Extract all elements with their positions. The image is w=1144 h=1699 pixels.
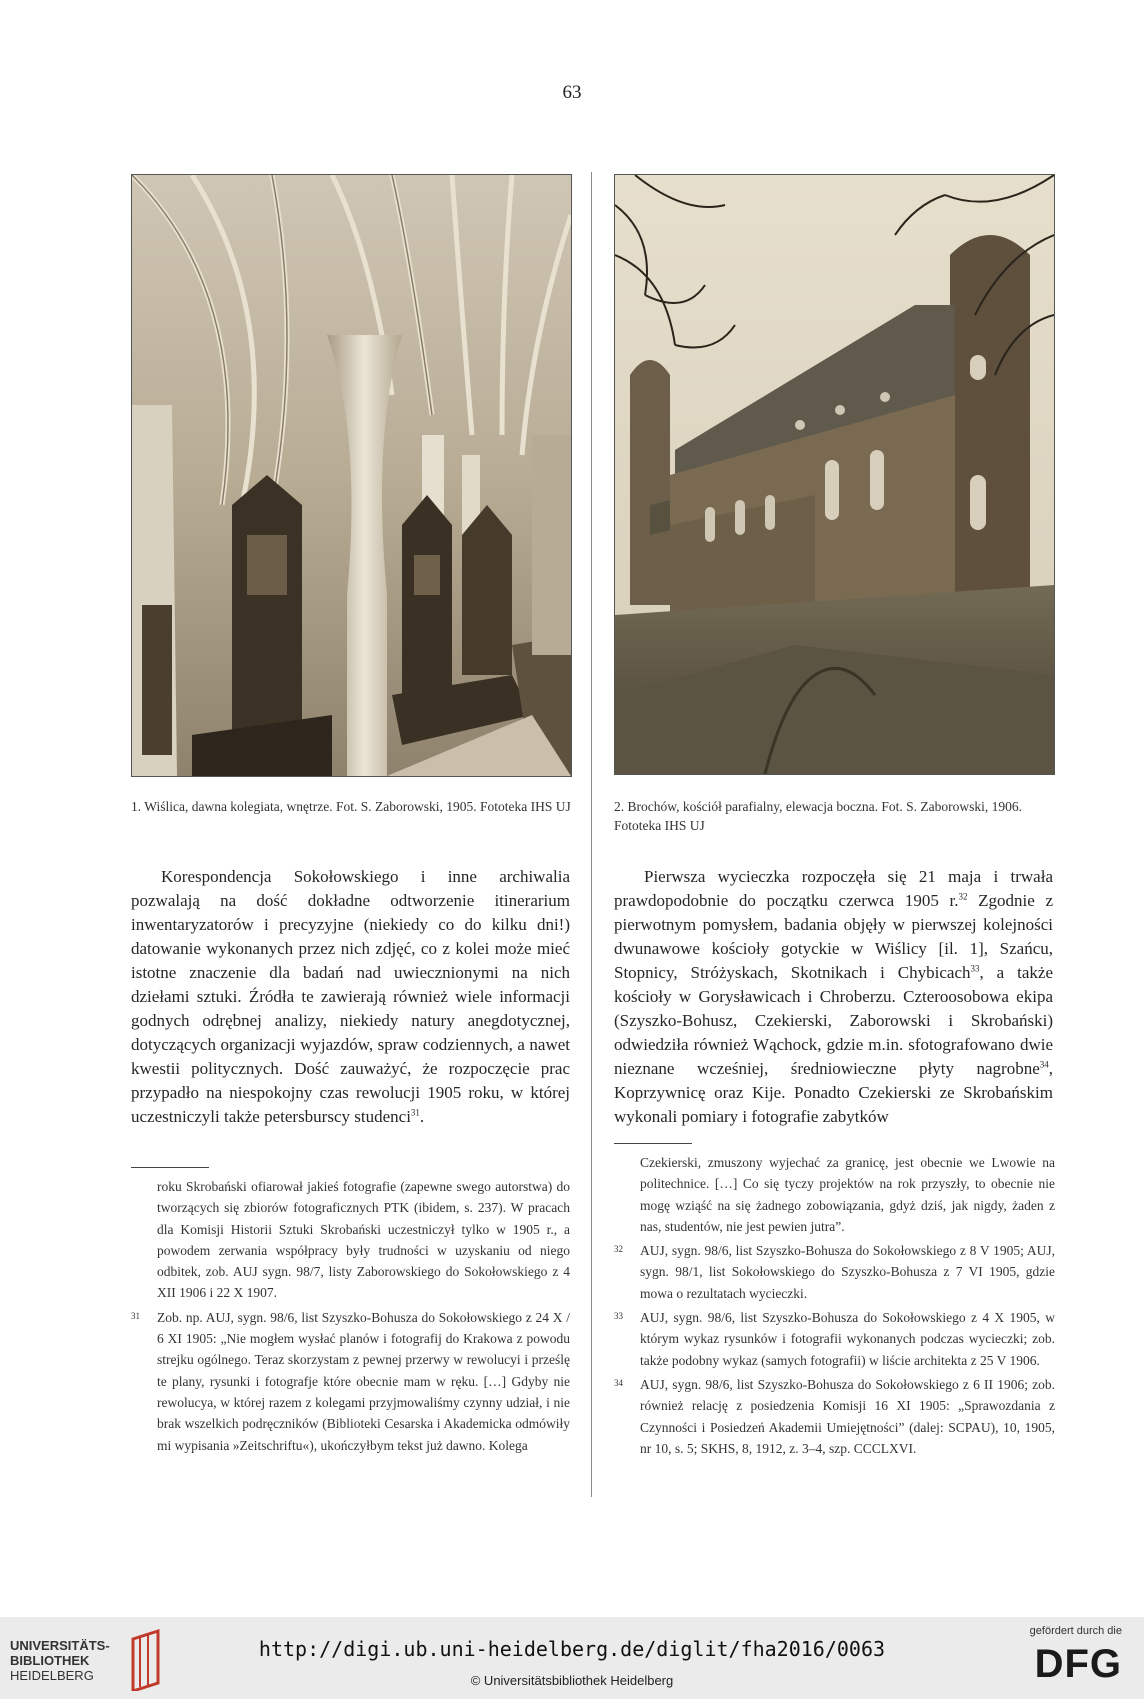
page-number: 63: [562, 82, 582, 103]
figure-1-caption: 1. Wiślica, dawna kolegiata, wnętrze. Fot. S. Zaborowski, 1905. Fototeka IHS UJ: [131, 799, 571, 814]
footnote-rule-right: [614, 1143, 692, 1144]
source-url-link[interactable]: http://digi.ub.uni-heidelberg.de/diglit/fha2016/0063: [258, 1637, 886, 1661]
left-paragraph-text: Korespondencja Sokołowskiego i inne archiwalia pozwalają na dość dokładne odtworzenie itinerarium inwentaryzatorów i precyzyjne (niekiedy co do kilku dni!) datowanie wykonanych przez nich zdjęć, co z kolei może mieć istotne znaczenie dla badań nad uwiecznionymi na nich dziełami sztuki. Źródła te zawierają również wiele informacji godnych odrębnej analizy, niekiedy natury anegdotycznej, dotyczących organizacji wyjazdów, spraw codziennych, a nawet kwestii politycznych. Dość zauważyć, że rozpoczęcie prac przypadło na niespokojny czas rewolucji 1905 roku, w której uczestniczyli także petersburscy studenci: [131, 867, 570, 1126]
footnote-ref-31: 31: [410, 1107, 420, 1118]
footnote-number: 33: [614, 1311, 623, 1322]
footnote-31: [131, 1307, 570, 1456]
column-divider: [591, 172, 592, 1497]
footnote-text: AUJ, sygn. 98/6, list Szyszko-Bohusza do Sokołowskiego z 6 II 1906; zob. również relację z posiedzenia Komisji 16 XI 1905: „Sprawozdania z Czynności i Posiedzeń Akademii Umiejętności” (dalej: SCPAU), 10, 1905, nr 10, s. 5; SKHS, 8, 1912, z. 3–4, szp. CCCLXVI.: [640, 1376, 1055, 1456]
library-name-line-3: HEIDELBERG: [10, 1668, 94, 1683]
footnote-continuation-right: Czekierski, zmuszony wyjechać za granicę, jest obecnie we Lwowie na politechnice. […] Co się tyczy projektów na rok przyszły, to obecnie nie mogę wziąść na się żadnego zobowiązania, gdyż dziś, jak nigdy, żaden z nas, studentów, nie jest pewien jutra”.: [640, 1155, 1055, 1234]
figure-2-caption: 2. Brochów, kościół parafialny, elewacja boczna. Fot. S. Zaborowski, 1906. Fototeka IHS UJ: [614, 799, 1023, 833]
left-paragraph: Korespondencja Sokołowskiego i inne archiwalia pozwalają na dość dokładne odtworzenie itinerarium inwentaryzatorów i precyzyjne (niekiedy co do kilku dni!) datowanie wykonanych przez nich zdjęć, co z kolei może mieć istotne znaczenie dla badań nad uwiecznionymi na nich dziełami sztuki. Źródła te zawierają również wiele informacji godnych odrębnej analizy, niekiedy natury anegdotycznej, dotyczących organizacji wyjazdów, spraw codziennych, a nawet kwestii politycznych. Dość zauważyć, że rozpoczęcie prac przypadło na niespokojny czas rewolucji 1905 roku, w której uczestniczyli także petersburscy studenci$^{31}$.: [131, 867, 570, 1126]
footnote-text: Zob. np. AUJ, sygn. 98/6, list Szyszko-Bohusza do Sokołowskiego z 24 X / 6 XI 1905: „Nie mogłem wysłać planów i fotografij do Krakowa z powodu strejku ogólnego. Teraz skorzystam z pewnej przerwy w rewolucyi i prześlę te plany, rysunki i fotografje które obecnie mam w ręku. […] Gdyby nie rewolucya, w której razem z kolegami przyjmowaliśmy czynny udział, i nie brak wszelkich podręczników (Biblioteki Cesarska i Akademicka odmówiły mi wypisania »Zeitschriftu«), ukończyłbym tekst już dawno. Kolega: [157, 1309, 570, 1453]
footnotes-left: [131, 1176, 570, 1459]
right-paragraph: [614, 865, 1053, 1129]
left-column-text: [131, 865, 570, 1129]
right-text-2: Zgodnie z pierwotnym pomysłem, badania objęły w pierwszej kolejności dwunawowe kościoły gotyckie w Wiślicy [il. 1], Szańcu, Stopnicy, Stróżyskach, Skotnikach i Chybicach: [614, 891, 1053, 982]
footnote-number: 32: [614, 1244, 623, 1255]
footnote-33: [614, 1307, 1055, 1371]
footnote-34: [614, 1374, 1055, 1459]
library-name-line-1: UNIVERSITÄTS-: [10, 1638, 110, 1653]
footnote-text: AUJ, sygn. 98/6, list Szyszko-Bohusza do Sokołowskiego z 4 X 1905, w którym wykaz rysunków i fotografii wykonanych podczas wycieczki; zob. także podobny wykaz (samych fotografii) w liście architekta z 25 V 1906.: [640, 1310, 1055, 1368]
funding-label: gefördert durch die: [1029, 1625, 1122, 1637]
footnote-number: 31: [131, 1310, 140, 1321]
dfg-logo: DFG: [1034, 1642, 1122, 1686]
footnotes-right: [614, 1152, 1055, 1462]
right-column-text: [614, 865, 1053, 1129]
figure-2-photo: [614, 174, 1055, 775]
footnote-continuation-left: roku Skrobański ofiarował jakieś fotografie (zapewne swego autorstwa) do tworzących się zbiorów fotograficznych PTK (ibidem, s. 237). W pracach dla Komisji Historii Sztuki Skrobański uczestniczył tylko w 1905 r., a powodem zerwania współpracy były trudności w uzyskaniu od niego odbitek, zob. AUJ sygn. 98/7, listy Zaborowskiego do Sokołowskiego z 4 XII 1906 i 22 X 1907.: [157, 1179, 570, 1301]
figure-1-photo: [131, 174, 572, 777]
copyright-notice: © Universitätsbibliothek Heidelberg: [470, 1673, 674, 1688]
footnote-rule-left: [131, 1167, 209, 1168]
footnote-text: AUJ, sygn. 98/6, list Szyszko-Bohusza do Sokołowskiego z 8 V 1905; AUJ, sygn. 98/1, list Sokołowskiego do Szyszko-Bohusza z 7 VI 1905, gdzie mowa o rezultatach wycieczki.: [640, 1243, 1055, 1301]
right-text-1: Pierwsza wycieczka rozpoczęła się 21 maja i trwała prawdopodobnie do początku czerwca 1905 r.: [614, 867, 1053, 910]
footer-bar: [0, 1617, 1144, 1699]
footnote-ref-33: 33: [970, 963, 980, 974]
right-text-3: , a także kościoły w Gorysławicach i Chroberzu. Czteroosobowa ekipa (Szyszko-Bohusz, Czekierski, Zaborowski i Skrobański) odwiedziła również Wąchock, gdzie m.in. sfotografowano dwie nieznane wcześniej, średniowieczne płyty nagrobne: [614, 963, 1053, 1078]
footnote-ref-34: 34: [1039, 1059, 1049, 1070]
footnote-ref-32: 32: [958, 891, 968, 902]
footnote-number: 34: [614, 1377, 623, 1388]
footnote-32: [614, 1240, 1055, 1304]
library-name-line-2: BIBLIOTHEK: [10, 1653, 90, 1668]
right-text-4: , Koprzywnicę oraz Kije. Ponadto Czekierski ze Skrobańskim wykonali pomiary i fotografie zabytków: [614, 1059, 1053, 1126]
